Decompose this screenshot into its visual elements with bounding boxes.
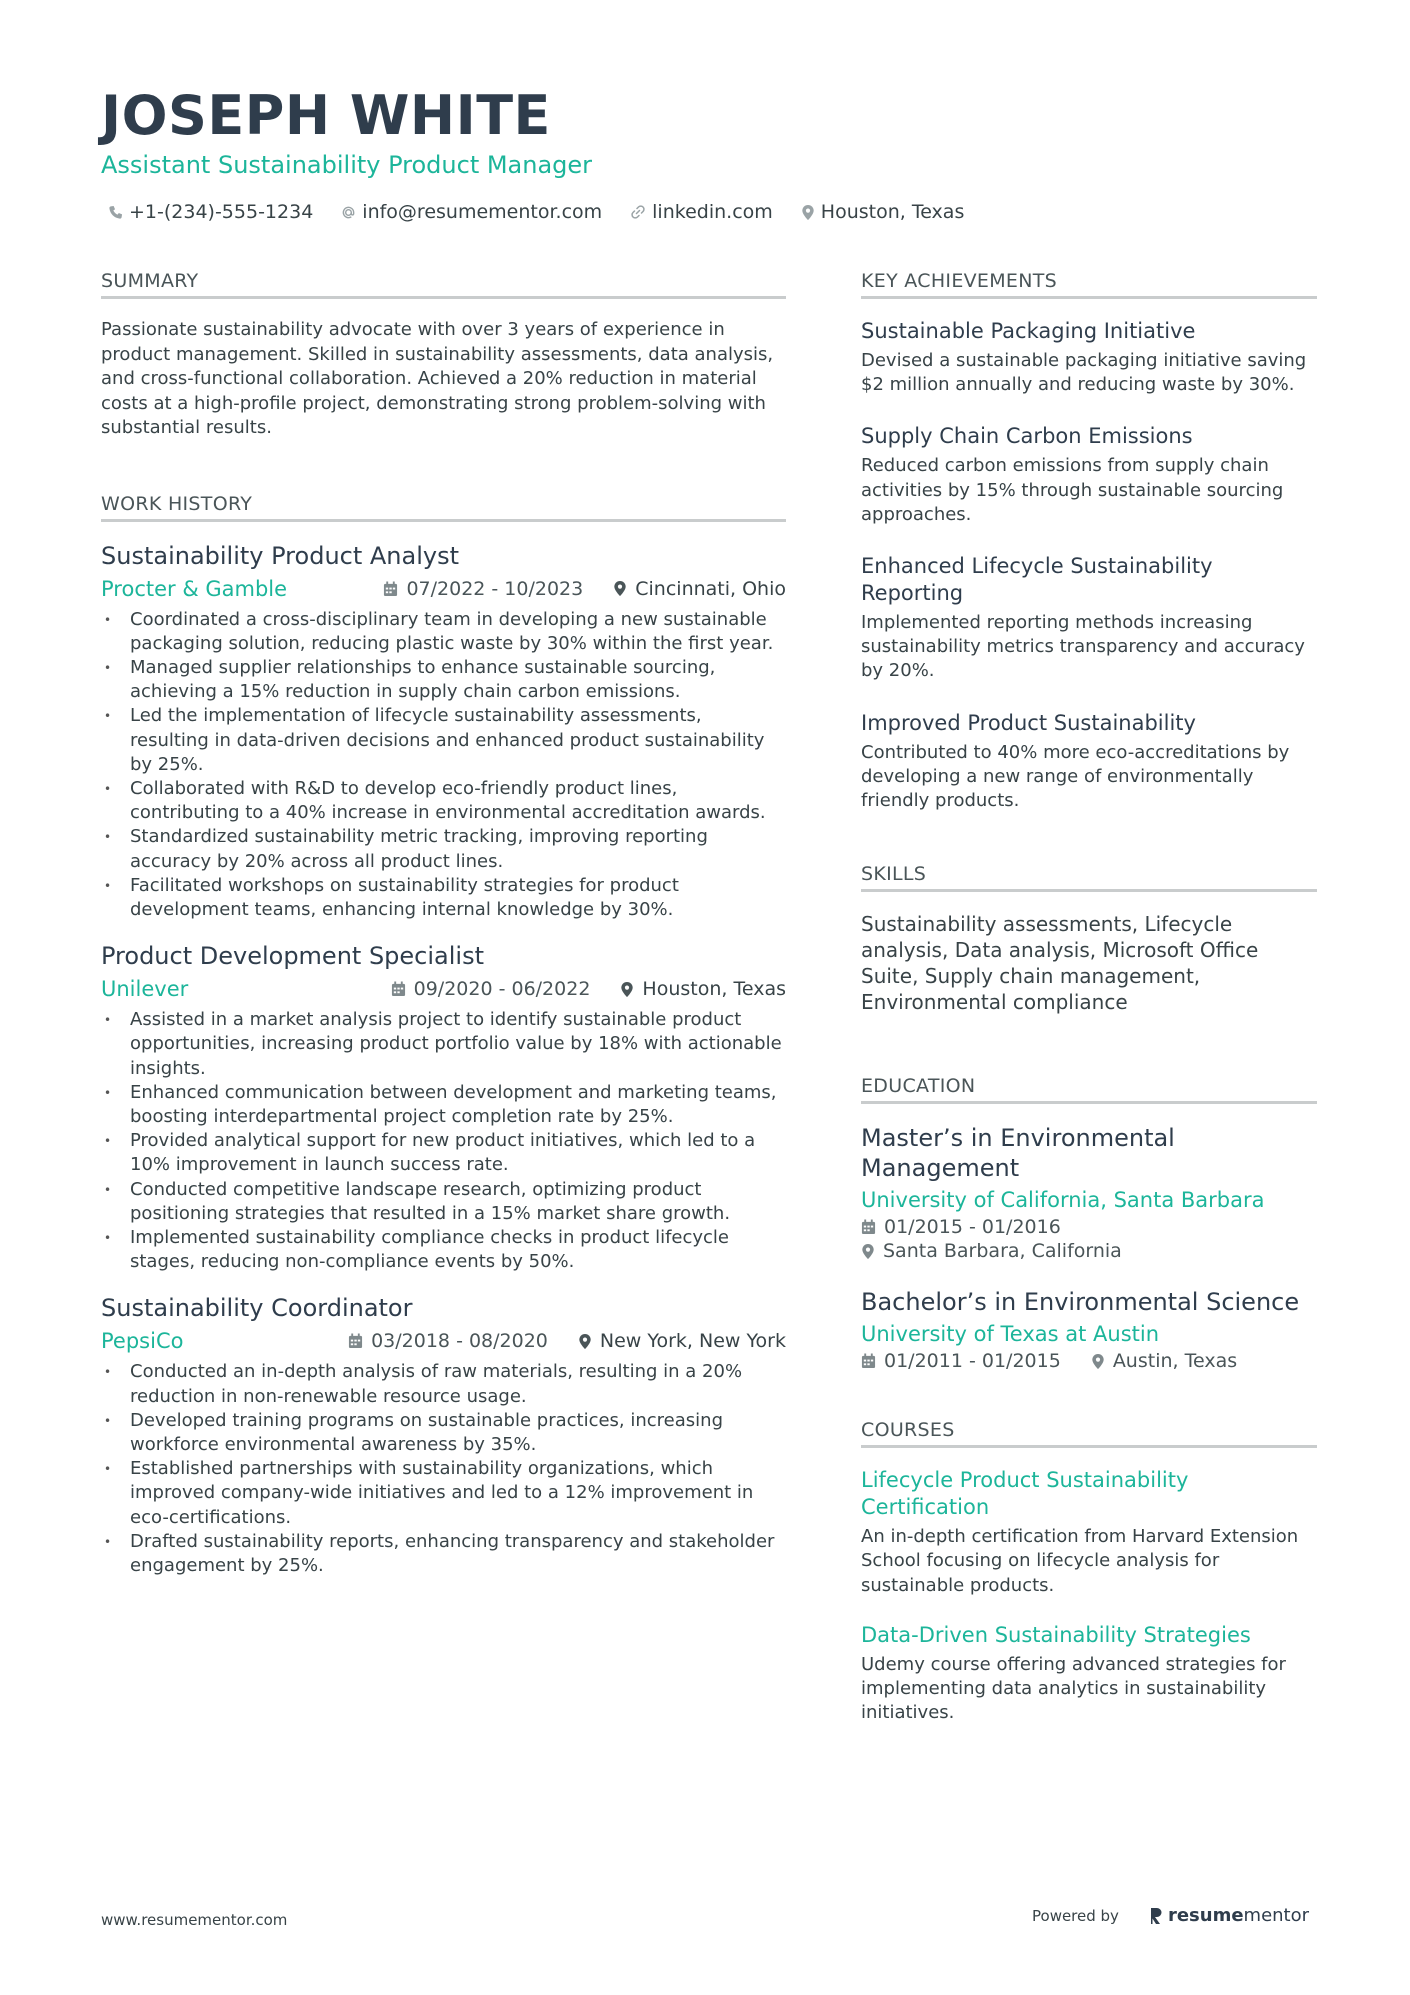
list-item: • Collaborated with R&D to develop eco-friendly product lines, contributing to a 40% increase in environmental accreditation awards. — [101, 777, 786, 825]
job-bullets — [101, 608, 786, 923]
education-school: University of Texas at Austin — [861, 1322, 1160, 1347]
education-item — [861, 1287, 1317, 1373]
job-title: Sustainability Coordinator — [101, 1294, 413, 1323]
education-location-text: Santa Barbara, California — [883, 1240, 1122, 1263]
education-heading: EDUCATION — [861, 1073, 1317, 1104]
achievement-item — [861, 553, 1317, 684]
education-degree: Bachelor’s in Environmental Science — [861, 1288, 1300, 1317]
left-column — [101, 268, 786, 1596]
achievement-item — [861, 423, 1317, 527]
phone-text: +1-(234)-555-1234 — [129, 201, 314, 223]
job-company: Procter & Gamble — [101, 576, 288, 601]
job-dates — [383, 578, 583, 600]
brand-light: mentor — [1243, 1905, 1310, 1926]
map-pin-icon — [620, 981, 634, 998]
education-dates-text: 01/2011 - 01/2015 — [884, 1350, 1061, 1373]
job-dates — [391, 978, 591, 1000]
achievement-desc: Devised a sustainable packaging initiative saving $2 million annually and reducing waste by 30%. — [861, 350, 1307, 396]
link-icon — [630, 204, 646, 220]
job-meta — [101, 574, 786, 604]
education-item — [861, 1123, 1317, 1263]
calendar-icon — [391, 981, 406, 997]
job-location-text: Houston, Texas — [642, 978, 786, 1001]
list-item: • Led the implementation of lifecycle sustainability assessments, resulting in data-driven decisions and enhanced product sustainability by 25%. — [101, 704, 786, 777]
job-entry — [101, 540, 786, 923]
list-item: • Conducted an in-depth analysis of raw materials, resulting in a 20% reduction in non-renewable resource usage. — [101, 1360, 786, 1408]
brand-bold: resume — [1167, 1905, 1244, 1926]
map-pin-icon — [861, 1243, 875, 1260]
email-link[interactable]: info@resumementor.com — [362, 201, 603, 223]
map-pin-icon — [801, 204, 815, 221]
job-dates — [348, 1330, 548, 1352]
at-icon — [341, 205, 356, 220]
education-dates — [861, 1215, 1317, 1239]
list-item: • Facilitated workshops on sustainability strategies for product development teams, enhancing internal knowledge by 30%. — [101, 874, 786, 922]
skills-text: Sustainability assessments, Lifecycle analysis, Data analysis, Microsoft Office Suite, Supply chain management, Environmental compliance — [861, 912, 1259, 1015]
education-degree: Master’s in Environmental Management — [861, 1124, 1175, 1183]
course-item — [861, 1467, 1317, 1598]
education-dates-text: 01/2015 - 01/2016 — [884, 1216, 1061, 1239]
contact-linkedin[interactable] — [630, 199, 773, 225]
contact-email[interactable] — [341, 199, 602, 225]
course-title: Data-Driven Sustainability Strategies — [861, 1622, 1251, 1647]
achievement-desc: Contributed to 40% more eco-accreditations by developing a new range of environmentally friendly products. — [861, 741, 1290, 812]
list-item: • Developed training programs on sustainable practices, increasing workforce environmental awareness by 35%. — [101, 1409, 786, 1457]
list-item: • Implemented sustainability compliance checks in product lifecycle stages, reducing non-compliance events by 50%. — [101, 1226, 786, 1274]
job-location — [620, 978, 786, 1000]
course-title: Lifecycle Product Sustainability Certification — [861, 1468, 1189, 1520]
job-dates-text: 03/2018 - 08/2020 — [371, 1330, 548, 1353]
contact-location — [801, 199, 965, 225]
job-entry — [101, 1292, 786, 1578]
powered-by-label: Powered by — [1032, 1906, 1119, 1925]
phone-icon — [108, 205, 123, 220]
job-title: Sustainability Product Analyst — [101, 541, 460, 570]
contact-bar — [108, 199, 992, 225]
job-title: Product Development Specialist — [101, 942, 485, 971]
education-school: University of California, Santa Barbara — [861, 1188, 1265, 1213]
footer-website[interactable]: www.resumementor.com — [101, 1911, 288, 1929]
location-text: Houston, Texas — [820, 201, 965, 223]
map-pin-icon — [613, 580, 627, 597]
job-location-text: New York, New York — [599, 1330, 786, 1353]
list-item: • Standardized sustainability metric tracking, improving reporting accuracy by 20% across all product lines. — [101, 825, 786, 873]
achievement-desc: Implemented reporting methods increasing sustainability metrics transparency and accuracy by 20%. — [861, 612, 1305, 682]
summary-text: Passionate sustainability advocate with over 3 years of experience in product management. Skilled in sustainability assessments, data analysis, and cross-functional collaboration. Achieved a 20% reduction in material costs at a high-profile project, demonstrating strong problem-solving with substantial results. — [101, 319, 774, 438]
list-item: • Drafted sustainability reports, enhancing transparency and stakeholder engagement by 25%. — [101, 1530, 786, 1578]
summary-heading: SUMMARY — [101, 268, 786, 299]
achievement-title: Improved Product Sustainability — [861, 710, 1196, 735]
list-item: • Established partnerships with sustainability organizations, which improved company-wide initiatives and led to a 12% improvement in eco-certifications. — [101, 1457, 786, 1530]
job-meta — [101, 974, 786, 1004]
job-dates-text: 09/2020 - 06/2022 — [413, 978, 591, 1001]
job-location — [578, 1330, 786, 1352]
candidate-title: Assistant Sustainability Product Manager — [101, 151, 593, 179]
list-item: • Managed supplier relationships to enhance sustainable sourcing, achieving a 15% reduction in supply chain carbon emissions. — [101, 656, 786, 704]
resumementor-logo-icon — [1149, 1906, 1163, 1926]
list-item: • Assisted in a market analysis project to identify sustainable product opportunities, increasing product portfolio value by 18% with actionable insights. — [101, 1008, 786, 1081]
work-history-heading: WORK HISTORY — [101, 491, 786, 522]
job-meta — [101, 1326, 786, 1356]
linkedin-link[interactable]: linkedin.com — [652, 201, 773, 223]
course-desc: Udemy course offering advanced strategies for implementing data analytics in sustainability initiatives. — [861, 1653, 1286, 1724]
job-dates-text: 07/2022 - 10/2023 — [406, 577, 584, 600]
achievements-heading: KEY ACHIEVEMENTS — [861, 268, 1317, 299]
achievement-title: Supply Chain Carbon Emissions — [861, 424, 1193, 449]
right-column — [861, 268, 1317, 1749]
education-meta — [861, 1349, 1317, 1373]
achievement-title: Sustainable Packaging Initiative — [861, 319, 1196, 343]
calendar-icon — [348, 1333, 363, 1349]
contact-phone — [108, 199, 313, 225]
job-company: Unilever — [101, 977, 189, 1002]
education-location-text: Austin, Texas — [1112, 1350, 1238, 1373]
job-company: PepsiCo — [101, 1329, 184, 1354]
course-desc: An in-depth certification from Harvard Extension School focusing on lifecycle analysis for sustainable products. — [861, 1526, 1299, 1596]
job-bullets — [101, 1360, 786, 1578]
calendar-icon — [861, 1219, 876, 1235]
course-item — [861, 1622, 1317, 1726]
job-location — [613, 578, 786, 600]
map-pin-icon — [1091, 1353, 1105, 1370]
job-entry — [101, 940, 786, 1274]
candidate-name: JOSEPH WHITE — [101, 84, 551, 147]
list-item: • Conducted competitive landscape research, optimizing product positioning strategies that resulted in a 15% market share growth. — [101, 1178, 786, 1226]
list-item: • Enhanced communication between development and marketing teams, boosting interdepartmental project completion rate by 25%. — [101, 1081, 786, 1129]
achievement-desc: Reduced carbon emissions from supply chain activities by 15% through sustainable sourcing approaches. — [861, 455, 1284, 525]
calendar-icon — [383, 581, 398, 597]
achievement-item — [861, 710, 1317, 814]
list-item: • Coordinated a cross-disciplinary team in developing a new sustainable packaging solution, reducing plastic waste by 30% within the first year. — [101, 608, 786, 656]
list-item: • Provided analytical support for new product initiatives, which led to a 10% improvement in launch success rate. — [101, 1129, 786, 1177]
education-location — [861, 1239, 1317, 1263]
courses-heading: COURSES — [861, 1417, 1317, 1448]
calendar-icon — [861, 1353, 876, 1369]
job-location-text: Cincinnati, Ohio — [635, 577, 786, 600]
achievement-item — [861, 318, 1317, 397]
brand-logo[interactable] — [1149, 1905, 1309, 1926]
achievement-title: Enhanced Lifecycle Sustainability Reporting — [861, 554, 1213, 606]
map-pin-icon — [578, 1333, 592, 1350]
footer-powered — [1032, 1905, 1309, 1926]
skills-heading: SKILLS — [861, 861, 1317, 892]
job-bullets — [101, 1008, 786, 1274]
